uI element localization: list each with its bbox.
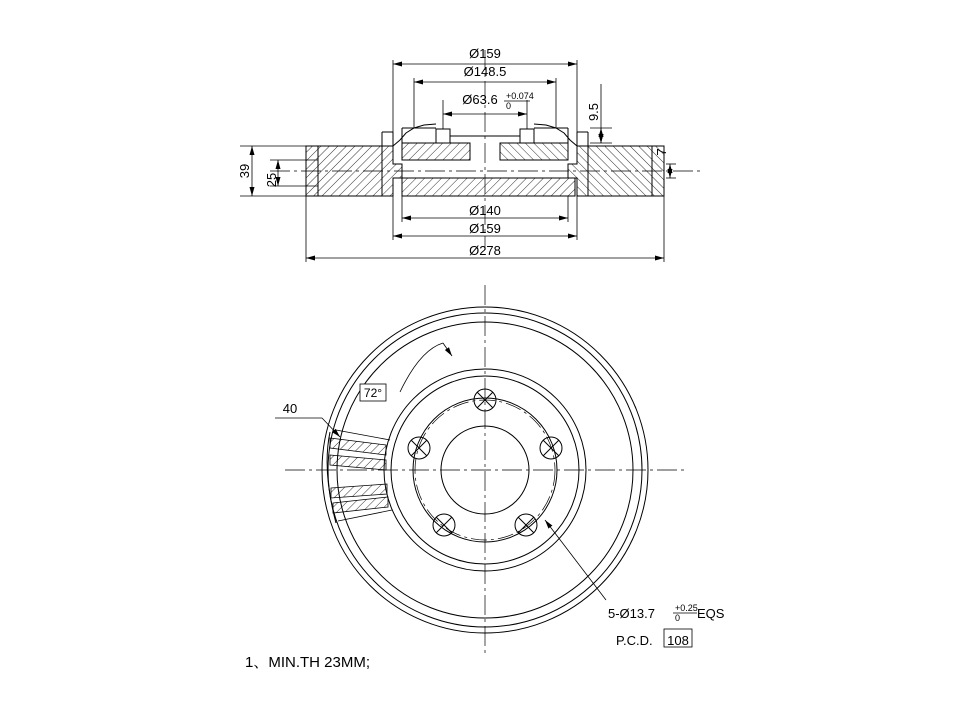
note-min-thickness: 1、MIN.TH 23MM; bbox=[245, 654, 371, 671]
dim-dia-278: Ø278 bbox=[469, 243, 501, 258]
dim-outer-dia-159-top: Ø159 bbox=[469, 46, 501, 61]
dim-bore-tol-upper: +0.074 bbox=[506, 91, 534, 101]
label-vane-count-40: 40 bbox=[282, 401, 298, 416]
label-pcd-value: 108 bbox=[667, 633, 689, 648]
label-hole-callout: 5-Ø13.7 bbox=[608, 606, 655, 621]
dim-bore-dia: Ø63.6 bbox=[462, 92, 498, 107]
dim-bore-tol-lower: 0 bbox=[506, 101, 512, 111]
dim-hub-height-95: 9.5 bbox=[586, 102, 601, 122]
dim-dia-140: Ø140 bbox=[469, 203, 501, 218]
dim-inner-25: 25 bbox=[264, 172, 279, 188]
label-hole-suffix: EQS bbox=[697, 606, 725, 621]
dim-flange-thickness-7: 7 bbox=[654, 148, 669, 156]
front-face-view bbox=[282, 285, 685, 655]
label-pcd: P.C.D. bbox=[616, 633, 653, 648]
label-angle-72: 72° bbox=[363, 386, 383, 400]
label-hole-tol-upper: +0.25 bbox=[675, 603, 698, 613]
dim-dia-159-bottom: Ø159 bbox=[469, 221, 501, 236]
dim-dia-1485: Ø148.5 bbox=[463, 64, 507, 79]
dim-overall-39: 39 bbox=[237, 163, 252, 179]
cross-section-view bbox=[270, 50, 700, 250]
label-hole-tol-lower: 0 bbox=[675, 613, 681, 623]
